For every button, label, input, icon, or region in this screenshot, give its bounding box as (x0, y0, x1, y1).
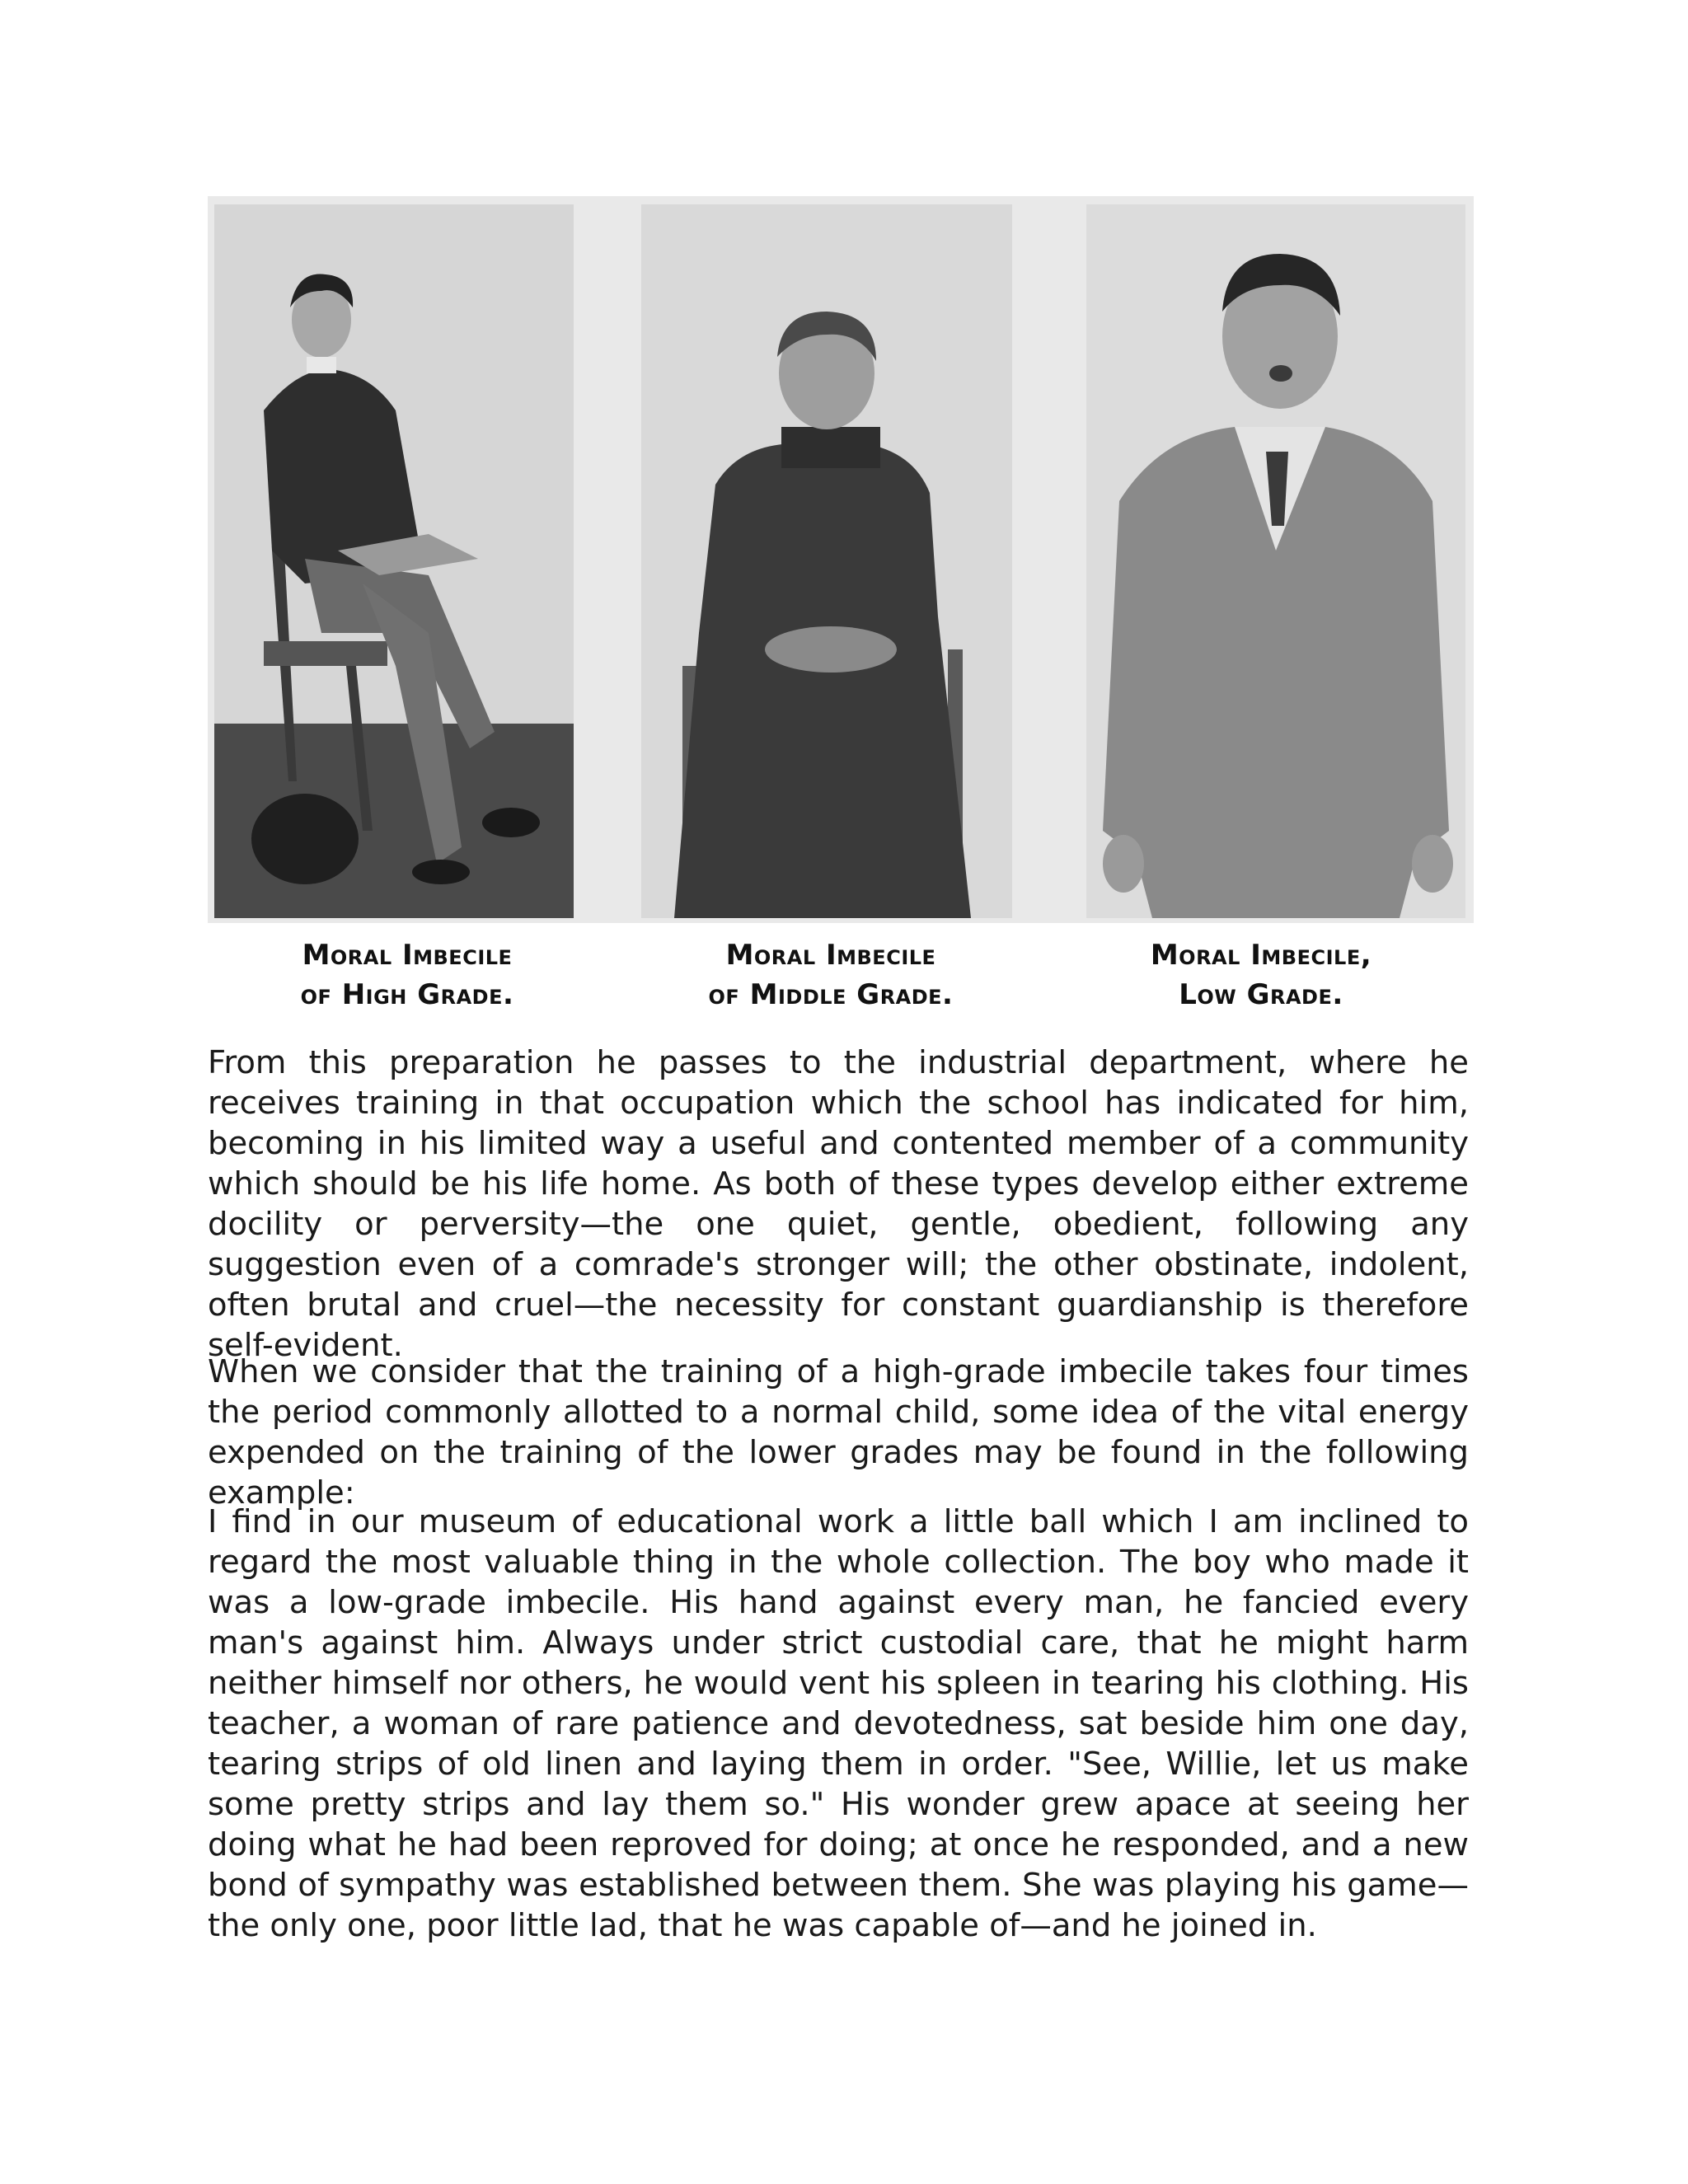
caption-line: Low Grade. (1179, 978, 1343, 1011)
body-paragraph: I find in our museum of educational work a little ball which I am inclined to regard the most valuable thing in the whole collection. The boy who made it was a low-grade imbecile. His hand against every man, he fancied every man's against him. Always under strict custodial care, that he might harm neither himself nor others, he would vent his spleen in tearing his clothing. His teacher, a woman of rare patience and devotedness, sat beside him one day, tearing strips of old linen and laying them in order. "See, Willie, let us make some pretty strips and lay them so." His wonder grew apace at seeing her doing what he had been reproved for doing; at once he responded, and a new bond of sympathy was established between them. She was playing his game—the only one, poor little lad, that he was capable of—and he joined in. (208, 1503, 1469, 1944)
figure-caption (633, 935, 1029, 1015)
caption-line: Moral Imbecile, (1150, 939, 1372, 972)
photo-standing-man (1086, 204, 1465, 918)
photo-plate (208, 196, 1474, 923)
body-paragraph: When we consider that the training of a high-grade imbecile takes four times the period commonly allotted to a normal child, some idea of the vital energy expended on the training of the lower grades may be found in the following example: (208, 1353, 1469, 1511)
figure-caption (1063, 935, 1459, 1015)
caption-line: Moral Imbecile (725, 939, 936, 972)
caption-line: Moral Imbecile (302, 939, 513, 972)
caption-line: of High Grade. (300, 978, 514, 1011)
body-paragraph: From this preparation he passes to the industrial department, where he receives training in that occupation which the school has indicated for him, becoming in his limited way a useful and contented member of a community which should be his life home. As both of these types develop either extreme docility or perversity—the one quiet, gentle, obedient, following any suggestion even of a comrade's stronger will; the other obstinate, indolent, often brutal and cruel—the necessity for constant guardianship is therefore self-evident. (208, 1044, 1469, 1364)
figure-caption (209, 935, 605, 1015)
caption-line: of Middle Grade. (708, 978, 954, 1011)
photo-seated-boy (214, 204, 574, 918)
photo-seated-woman (641, 204, 1012, 918)
